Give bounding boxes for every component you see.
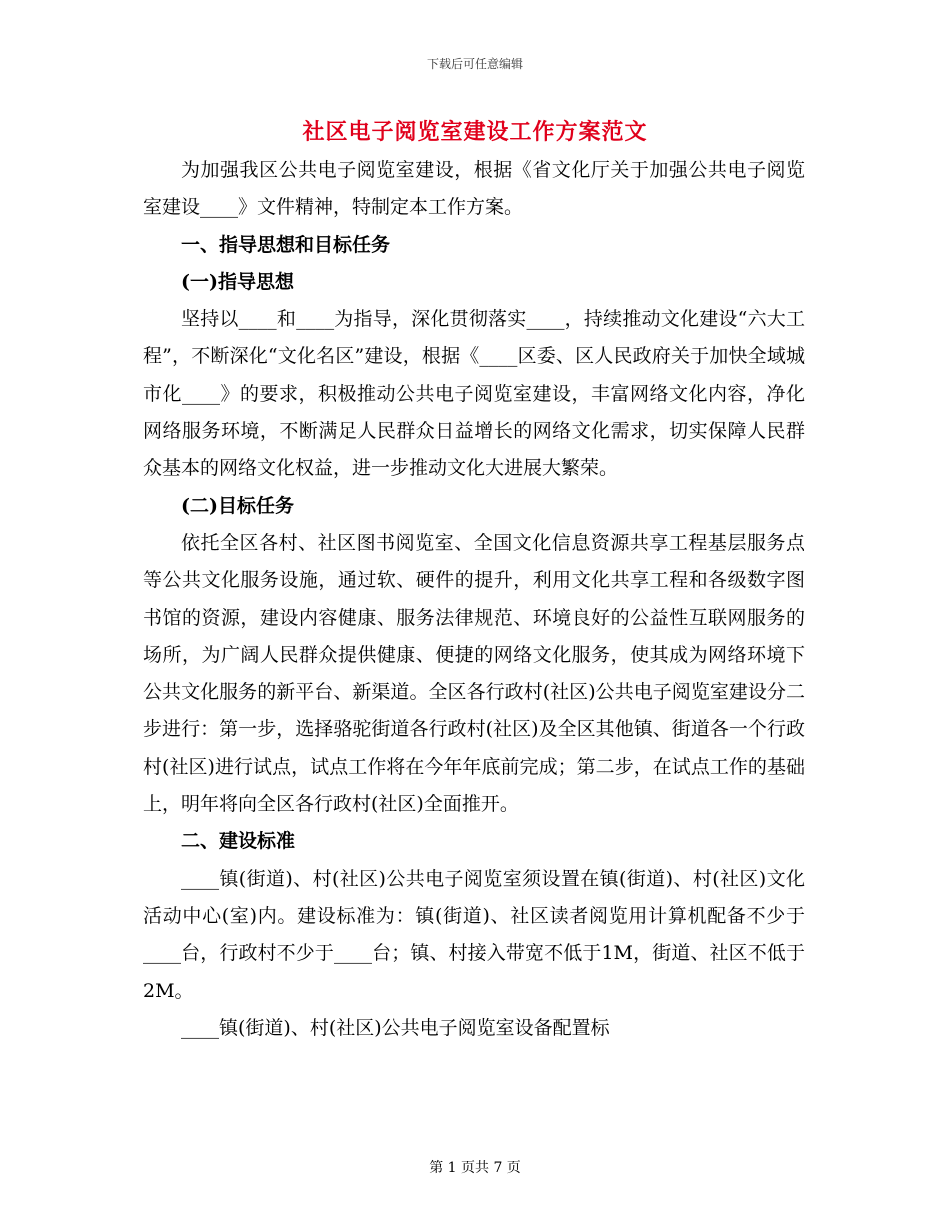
section-heading-1: 一、指导思想和目标任务 xyxy=(181,233,391,256)
subsection-heading-2: (二)目标任务 xyxy=(181,494,294,517)
standards-paragraph: ____镇(街道)、村(社区)公共电子阅览室须设置在镇(街道)、村(社区)文化活动中心(室)内。建设标准为：镇(街道)、社区读者阅览用计算机配备不少于____台，行政村不少于____台；镇、村接入带宽不低于1M，街道、社区不低于2M。 xyxy=(143,867,805,1002)
subsection-heading-1: (一)指导思想 xyxy=(181,270,294,293)
document-body xyxy=(143,152,805,1047)
guiding-ideology-paragraph: 坚持以____和____为指导，深化贯彻落实____，持续推动文化建设“六大工程”，不断深化“文化名区”建设，根据《____区委、区人民政府关于加快全域城市化____》的要求，积极推动公共电子阅览室建设，丰富网络文化内容，净化网络服务环境，不断满足人民群众日益增长的网络文化需求，切实保障人民群众基本的网络文化权益，进一步推动文化大进展大繁荣。 xyxy=(143,308,805,480)
section-heading-2: 二、建设标准 xyxy=(181,830,296,853)
equipment-paragraph: ____镇(街道)、村(社区)公共电子阅览室设备配置标 xyxy=(181,1016,610,1039)
objectives-paragraph: 依托全区各村、社区图书阅览室、全国文化信息资源共享工程基层服务点等公共文化服务设施，通过软、硬件的提升，利用文化共享工程和各级数字图书馆的资源，建设内容健康、服务法律规范、环境良好的公益性互联网服务的场所，为广阔人民群众提供健康、便捷的网络文化服务，使其成为网络环境下公共文化服务的新平台、新渠道。全区各行政村(社区)公共电子阅览室建设分二步进行：第一步，选择骆驼街道各行政村(社区)及全区其他镇、街道各一个行政村(社区)进行试点，试点工作将在今年年底前完成；第二步，在试点工作的基础上，明年将向全区各行政村(社区)全面推开。 xyxy=(143,531,805,816)
header-note: 下载后可任意编辑 xyxy=(426,57,523,71)
document-title: 社区电子阅览室建设工作方案范文 xyxy=(302,119,648,145)
intro-paragraph: 为加强我区公共电子阅览室建设，根据《省文化厅关于加强公共电子阅览室建设____》文件精神，特制定本工作方案。 xyxy=(143,159,805,219)
page-footer: 第 1 页共 7 页 xyxy=(429,1160,521,1176)
